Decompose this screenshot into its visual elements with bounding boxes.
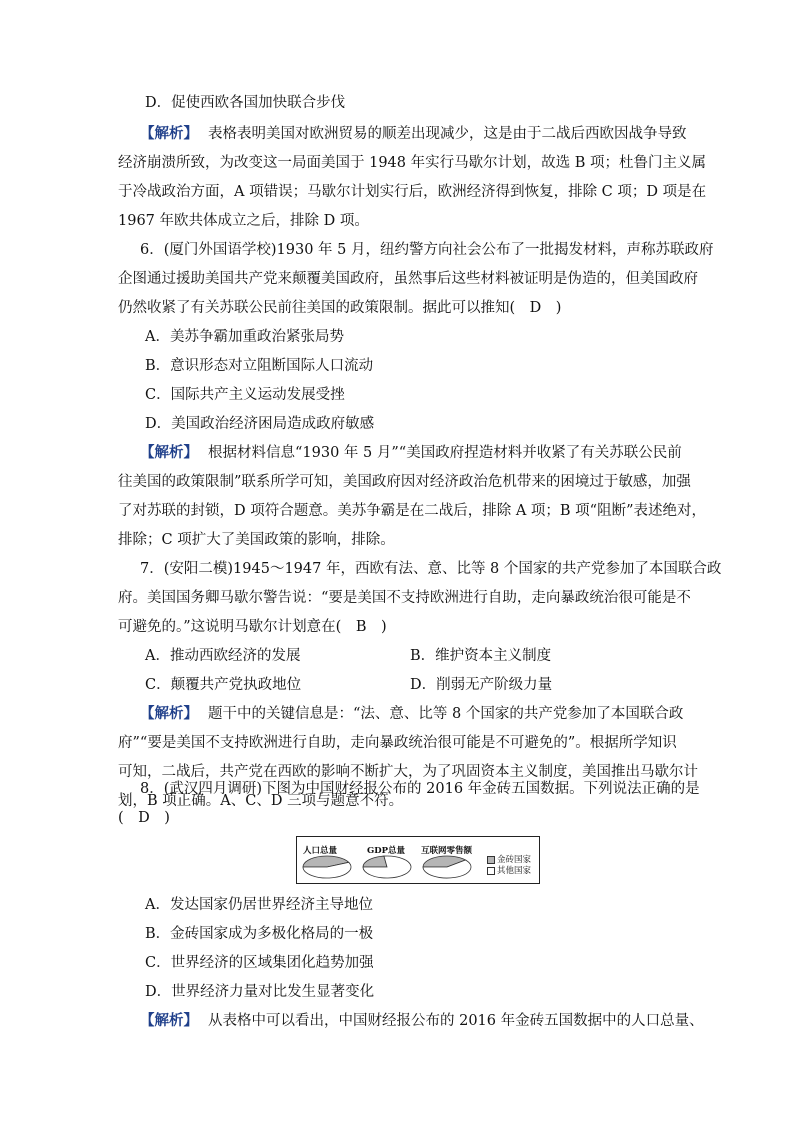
q6-stem-line-2: 企图通过援助美国共产党来颠覆美国政府，虽然事后这些材料被证明是伪造的，但美国政府	[118, 271, 698, 287]
pie-panel-gdp	[361, 841, 419, 885]
q7-analysis-line-1: 【解析】 题干中的关键信息是：“法、意、比等 8 个国家的共产党参加了本国联合政	[140, 705, 684, 722]
q8-analysis-line-1: 【解析】 从表格中可以看出，中国财经报公布的 2016 年金砖五国数据中的人口总量、	[140, 1012, 704, 1029]
q5-analysis-line-2: 经济崩溃所致，为改变这一局面美国于 1948 年实行马歇尔计划，故选 B 项；杜鲁门主义属	[118, 155, 706, 171]
analysis-label: 【解析】	[140, 125, 198, 142]
q7-analysis-line-2: 府”“要是美国不支持欧洲进行自助，走向暴政统治很可能是不可避免的”。根据所学知识	[118, 735, 677, 751]
q6-analysis-line-1: 【解析】 根据材料信息“1930 年 5 月”“美国政府捏造材料并收紧了有关苏联公民前	[140, 444, 682, 461]
pie-slice-brics	[363, 856, 387, 867]
q7-stem-line-1: 7．(安阳二模)1945～1947 年，西欧有法、意、比等 8 个国家的共产党参加了本国联合政	[140, 561, 722, 577]
q7-option-b: B．维护资本主义制度	[410, 648, 552, 664]
pie-title-internet-retail: 互联网零售额	[421, 846, 473, 856]
legend-swatch-brics	[487, 856, 495, 864]
q6-option-c: C．国际共产主义运动发展受挫	[145, 387, 345, 403]
q8-option-b: B．金砖国家成为多极化格局的一极	[145, 926, 374, 942]
q5-analysis-line-3: 于冷战政治方面，A 项错误；马歇尔计划实行后，欧洲经济得到恢复，排除 C 项；D 项是在	[118, 184, 707, 200]
q7-stem-line-3: 可避免的。”这说明马歇尔计划意在( B )	[118, 619, 387, 635]
q8-stem-line-2: ( D )	[118, 810, 170, 826]
q8-stem-line-1: 8．(武汉四月调研)下图为中国财经报公布的 2016 年金砖五国数据。下列说法正确的是	[140, 781, 700, 797]
q6-option-b: B．意识形态对立阻断国际人口流动	[145, 358, 374, 374]
q8-option-a: A．发达国家仍居世界经济主导地位	[145, 897, 373, 913]
analysis-label: 【解析】	[140, 444, 198, 461]
q8-option-d: D．世界经济力量对比发生显著变化	[145, 984, 375, 1000]
q8-option-c: C．世界经济的区域集团化趋势加强	[145, 955, 374, 971]
legend-swatch-others	[487, 867, 495, 875]
q6-option-d: D．美国政治经济困局造成政府敏感	[145, 416, 375, 432]
legend-item-others: 其他国家	[487, 866, 531, 877]
q5-option-d: D．促使西欧各国加快联合步伐	[145, 95, 346, 111]
q5-analysis-line-1: 【解析】 表格表明美国对欧洲贸易的顺差出现减少，这是由于二战后西欧因战争导致	[140, 125, 687, 142]
analysis-label: 【解析】	[140, 1012, 198, 1029]
pie-legend	[487, 855, 531, 877]
q6-analysis-line-3: 了对苏联的封锁，D 项符合题意。美苏争霸是在二战后，排除 A 项；B 项“阻断”表述绝对，	[118, 503, 707, 519]
brics-pie-figure	[296, 836, 540, 884]
pie-panel-population	[301, 841, 359, 885]
legend-item-brics: 金砖国家	[487, 855, 531, 866]
q5-analysis-line-4: 1967 年欧共体成立之后，排除 D 项。	[118, 213, 369, 229]
pie-title-gdp: GDP总量	[367, 846, 406, 856]
q6-analysis-line-2: 往美国的政策限制”联系所学可知，美国政府因对经济政治危机带来的困境过于敏感，加强	[118, 474, 691, 490]
q6-stem-line-1: 6．(厦门外国语学校)1930 年 5 月，纽约警方向社会公布了一批揭发材料，声称苏联政府	[140, 242, 714, 258]
q6-option-a: A．美苏争霸加重政治紧张局势	[145, 329, 344, 345]
q7-option-d: D．削弱无产阶级力量	[410, 677, 553, 693]
q7-stem-line-2: 府。美国国务卿马歇尔警告说：“要是美国不支持欧洲进行自助，走向暴政统治很可能是不	[118, 590, 691, 606]
analysis-label: 【解析】	[140, 705, 198, 722]
q7-analysis-line-4: 划，B 项正确。A、C、D 三项与题意不符。	[118, 793, 404, 809]
q6-stem-line-3: 仍然收紧了有关苏联公民前往美国的政策限制。据此可以推知( D )	[118, 300, 562, 316]
pie-panel-internet-retail	[421, 841, 479, 885]
q6-analysis-line-4: 排除；C 项扩大了美国政策的影响，排除。	[118, 532, 395, 548]
q7-option-c: C．颠覆共产党执政地位	[145, 677, 302, 693]
q7-option-a: A．推动西欧经济的发展	[145, 648, 301, 664]
q7-analysis-line-3: 可知，二战后，共产党在西欧的影响不断扩大，为了巩固资本主义制度，美国推出马歇尔计	[118, 764, 698, 780]
pie-title-population: 人口总量	[303, 846, 338, 856]
